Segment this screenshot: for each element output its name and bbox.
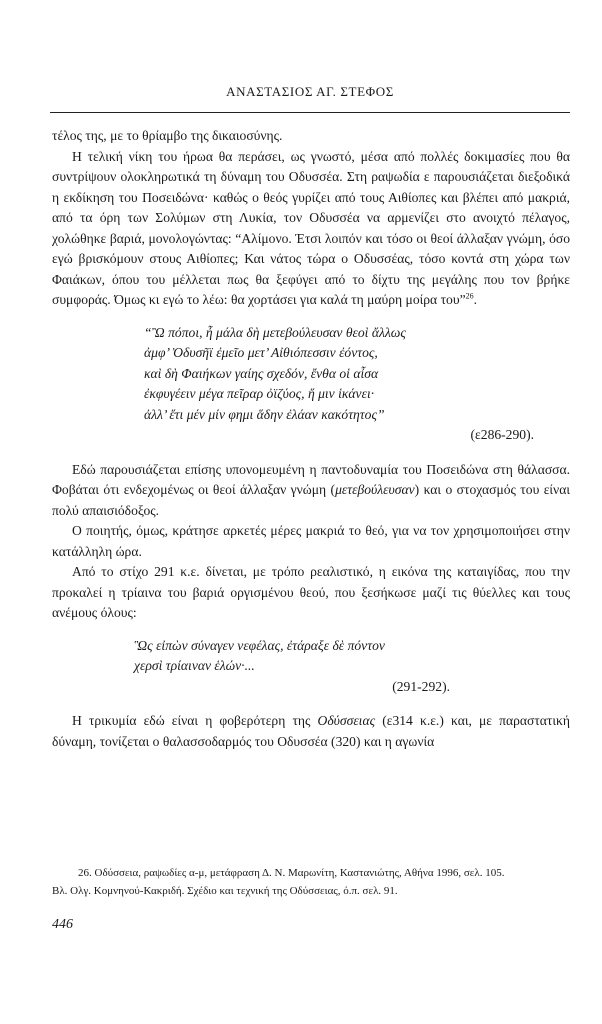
verse-citation: (291-292). xyxy=(392,678,450,694)
verse-line: καὶ δὴ Φαιήκων γαίης σχεδόν, ἔνθα οἱ αἶσα xyxy=(144,365,379,381)
paragraph-5: Από το στίχο 291 κ.ε. δίνεται, με τρόπο ρεαλιστικό, η εικόνα της καταιγίδας, που την προκαλεί η τρίαινα του βαριά οργισμένου θεού, που ξεσήκωσε μαζί τις θύελλες και τους ανέμους όλους: xyxy=(52,564,570,620)
verse-line: “Ὢ πόποι, ἦ μάλα δὴ μετεβούλευσαν θεοὶ ἄλλως xyxy=(144,324,406,340)
greek-verse-quote-2 xyxy=(52,636,570,698)
footnote-ref: 26 xyxy=(465,291,474,301)
verse-line: ἀλλ’ ἔτι μέν μίν φημι ἅδην ἐλάαν κακότητος” xyxy=(144,406,385,422)
page-number: 446 xyxy=(52,917,73,932)
verse-citation: (ε286-290). xyxy=(470,427,534,442)
verse-line: Ὣς εἰπὼν σύναγεν νεφέλας, ἐτάραξε δὲ πόντον xyxy=(134,637,385,653)
running-header: ΑΝΑΣΤΑΣΙΟΣ ΑΓ. ΣΤΕΦΟΣ xyxy=(226,84,394,99)
paragraph-6-text-a: Η τρικυμία εδώ είναι η φοβερότερη της xyxy=(72,713,318,728)
main-text xyxy=(52,126,570,752)
paragraph-1: τέλος της, με το θρίαμβο της δικαιοσύνης. xyxy=(52,128,283,143)
paragraph-3 xyxy=(52,460,570,522)
header-rule xyxy=(50,112,570,113)
paragraph-3-italic: μετεβούλευσαν xyxy=(335,482,415,497)
paragraph-6-italic: Οδύσσειας xyxy=(317,713,376,728)
footnote xyxy=(52,864,570,900)
verse-line: ἐκφυγέειν μέγα πεῖραρ ὀϊζύος, ἥ μιν ἱκάνει· xyxy=(144,386,375,401)
paragraph-6-text-b: (ε314 κ.ε.) και, με παραστατική δύναμη, τονίζεται ο θαλασσοδαρμός του Οδυσσέα (320) και η αγωνία xyxy=(52,713,570,749)
paragraph-6 xyxy=(52,711,570,752)
verse-line: χερσὶ τρίαιναν ἑλών·... xyxy=(134,658,255,673)
paragraph-3-text-a: Εδώ παρουσιάζεται επίσης υπονομευμένη η παντοδυναμία του Ποσειδώνα στη θάλασσα. Φοβάται ότι ενδεχομένως οι θεοί άλλαξαν γνώμη ( xyxy=(52,461,570,497)
greek-verse-quote-1 xyxy=(52,323,570,446)
verse-line: ἀμφ’ Ὀδυσῆϊ ἐμεῖο μετ’ Αἰθιόπεσσιν ἐόντος, xyxy=(144,345,378,360)
footnote-line-1: 26. Οδύσσεια, ραψωδίες α-μ, μετάφραση Δ. Ν. Μαρωνίτη, Καστανιώτης, Αθήνα 1996, σελ. 105. xyxy=(78,867,505,879)
paragraph-2-text: Η τελική νίκη του ήρωα θα περάσει, ως γνωστό, μέσα από πολλές δοκιμασίες που θα συντρίψουν ολοκληρωτικά τη δύναμη του Οδυσσέα. Στη ραψωδία ε παρουσιάζεται διεξοδικά η εκδίκηση του Ποσειδώνα· καθώς ο θεός γυρίζει από τους Αιθίοπες και βλέπει από μακριά, από τα όρη των Σολύμων στη Λυκία, τον Οδυσσέα να αρμενίζει στο ανοιχτό πέλαγος, χολώθηκε βαριά, μονολογώντας: “Αλίμονο. Έτσι λοιπόν και τόσο οι θεοί άλλαξαν γνώμη, όσο εγώ βρισκόμουν στους Αιθίοπες; Και νάτος τώρα ο Οδυσσέας, τόσο κοντά στη χώρα των Φαιάκων, όπου του μέλλεται πως θα ξεφύγει από το δίχτυ της μεγάλης που τον βρήκε συμφοράς. Όμως κι εγώ το λέω: θα χορτάσει για καλά τη μαύρη μοίρα του” xyxy=(52,148,570,307)
paragraph-2: Η τελική νίκη του ήρωα θα περάσει, ως γνωστό, μέσα από πολλές δοκιμασίες που θα συντρίψουν ολοκληρωτικά τη δύναμη του Οδυσσέα. Στη ραψωδία ε παρουσιάζεται διεξοδικά η εκδίκηση του Ποσειδώνα· καθώς ο θεός γυρίζει από τους Αιθίοπες και βλέπει από μακριά, από τα όρη των Σολύμων στη Λυκία, τον Οδυσσέα να αρμενίζει στο ανοιχτό πέλαγος, χολώθηκε βαριά, μονολογώντας: “Αλίμονο. Έτσι λοιπόν και τόσο οι θεοί άλλαξαν γνώμη, όσο εγώ βρισκόμουν στους Αιθίοπες; Και νάτος τώρα ο Οδυσσέας, τόσο κοντά στη χώρα των Φαιάκων, όπου του μέλλεται πως θα ξεφύγει από το δίχτυ της μεγάλης που τον βρήκε συμφοράς. Όμως κι εγώ το λέω: θα χορτάσει για καλά τη μαύρη μοίρα του”$^{26}$. xyxy=(52,148,570,307)
footnote-line-2: Βλ. Ολγ. Κομνηνού-Κακριδή. Σχέδιο και τεχνική της Οδύσσειας, ό.π. σελ. 91. xyxy=(52,885,398,897)
paragraph-3-text-b: ) και ο στοχασμός του είναι πολύ απαισιόδοξος. xyxy=(52,482,570,518)
paragraph-4: Ο ποιητής, όμως, κράτησε αρκετές μέρες μακριά το θεό, για να τον χρησιμοποιήσει στην κατάλληλη ώρα. xyxy=(52,523,570,559)
